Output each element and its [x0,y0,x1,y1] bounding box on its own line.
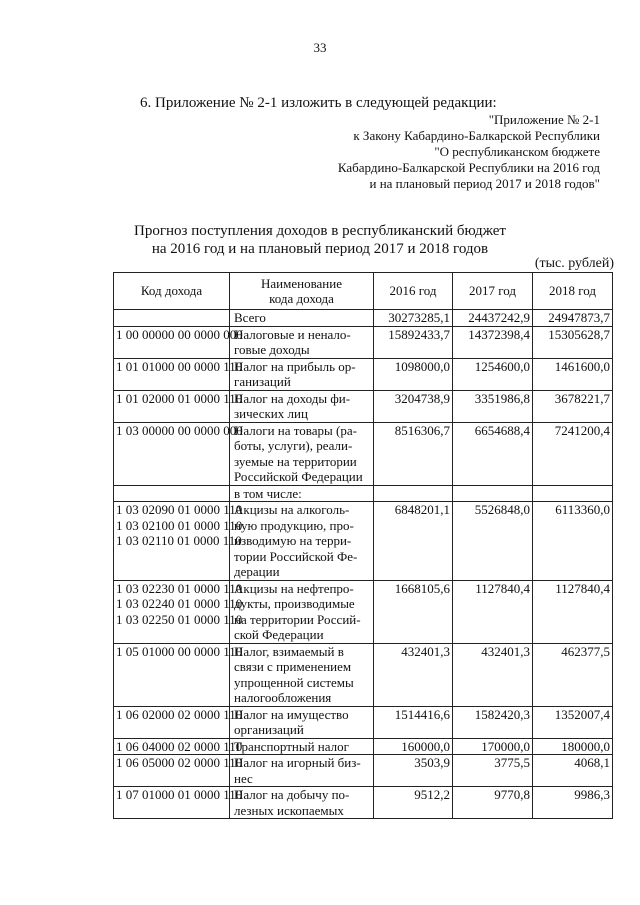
value-2018: 24947873,7 [533,310,613,327]
table-body [114,310,613,819]
income-name-cell [230,326,374,358]
table-row [114,326,613,358]
income-code: 1 06 04000 02 0000 110 [116,738,243,754]
value-2018: 462377,5 [533,643,613,706]
table-row [114,485,613,502]
income-name-line: Налог на игорный биз- [234,755,361,770]
income-name-cell [230,755,374,787]
income-code: 1 03 02100 01 0000 110 [116,517,243,533]
value-2016: 3204738,9 [374,390,453,422]
value-2016: 160000,0 [374,738,453,755]
income-name-line: налогообложения [234,690,332,705]
income-name-cell [230,738,374,755]
table-row [114,310,613,327]
income-code-cell [114,485,230,502]
value-2018 [533,485,613,502]
units-label: (тыс. рублей) [534,256,614,271]
income-name-line: дерации [234,564,280,579]
revenue-table [113,272,613,819]
income-name-line: Налоги на товары (ра- [234,422,357,438]
table-row [114,643,613,706]
value-2016: 1514416,6 [374,706,453,738]
value-2017: 1582420,3 [453,706,533,738]
income-code-cell [114,643,243,706]
income-name-line: изводимую на терри- [234,533,352,548]
amendment-intro: 6. Приложение № 2-1 изложить в следующей редакции: [140,95,497,111]
income-name-cell [230,358,374,390]
table-row [114,787,613,819]
income-name-line: Налоговые и ненало- [234,326,351,342]
income-name-cell [230,502,374,581]
income-name-line: ганизаций [234,374,291,389]
value-2017: 1254600,0 [453,358,533,390]
income-code-cell [114,738,243,755]
income-code: 1 06 02000 02 0000 110 [116,706,243,722]
income-code-cell [114,310,230,327]
income-name-line: Транспортный налог [234,738,349,754]
value-2017: 1127840,4 [453,580,533,643]
header-name [230,273,374,310]
value-2016: 6848201,1 [374,502,453,581]
income-code-cell [114,502,243,581]
income-name-cell [230,310,374,327]
income-name-line: Налог, взимаемый в [234,643,344,659]
value-2017: 5526848,0 [453,502,533,581]
table-row [114,502,613,581]
table-row [114,390,613,422]
value-2017: 24437242,9 [453,310,533,327]
income-name-cell [230,390,374,422]
value-2017 [453,485,533,502]
value-2018: 6113360,0 [533,502,613,581]
income-name-line: ской Федерации [234,627,324,642]
value-2016: 1668105,6 [374,580,453,643]
income-code-cell [114,390,243,422]
header-2016: 2016 год [374,273,453,310]
income-code: 1 03 02090 01 0000 110 [116,502,243,517]
value-2018: 180000,0 [533,738,613,755]
income-name-line: Всего [234,310,266,325]
income-name-line: тории Российской Фе- [234,548,358,564]
header-name-line: кода дохода [269,291,334,306]
income-code: 1 07 01000 01 0000 110 [116,787,243,802]
table-row [114,738,613,755]
header-2017: 2017 год [453,273,533,310]
table-row [114,422,613,485]
title-line-1: Прогноз поступления доходов в республиканский бюджет [134,223,506,239]
value-2018: 7241200,4 [533,422,613,485]
value-2017: 9770,8 [453,787,533,819]
page-number: 33 [313,40,327,55]
value-2018: 1352007,4 [533,706,613,738]
income-name-cell [230,580,374,643]
income-name-line: Налог на имущество [234,706,349,722]
income-name-line: на территории Россий- [234,611,361,627]
table-row [114,358,613,390]
value-2016: 3503,9 [374,755,453,787]
value-2017: 3775,5 [453,755,533,787]
annex-header-line: и на плановый период 2017 и 2018 годов" [369,176,600,191]
income-name-line: лезных ископаемых [234,802,344,818]
value-2016: 1098000,0 [374,358,453,390]
income-code-cell [114,580,243,643]
income-code: 1 01 02000 01 0000 110 [116,390,243,406]
annex-header-line: Кабардино-Балкарской Республики на 2016 год [337,160,600,175]
value-2016: 15892433,7 [374,326,453,358]
income-name-line: дукты, производимые [234,596,355,611]
income-name-line: упрощенной системы [234,674,354,690]
income-name-line: Акцизы на алкоголь- [234,502,350,517]
income-name-cell [230,422,374,485]
income-code: 1 00 00000 00 0000 000 [116,326,243,342]
income-code: 1 03 02240 01 0000 110 [116,596,243,611]
value-2016: 9512,2 [374,787,453,819]
income-name-cell [230,787,374,819]
table-row [114,706,613,738]
value-2018: 1127840,4 [533,580,613,643]
income-name-line: Налог на прибыль ор- [234,358,356,374]
income-name-line: боты, услуги), реали- [234,438,353,453]
value-2018: 9986,3 [533,787,613,819]
value-2016 [374,485,453,502]
income-name-cell [230,485,374,502]
income-name-line: зических лиц [234,406,308,421]
income-code-cell [114,787,243,819]
income-code: 1 03 02230 01 0000 110 [116,580,243,596]
annex-header-line: к Закону Кабардино-Балкарской Республики [353,128,600,143]
table-row [114,755,613,787]
income-name-line: связи с применением [234,659,352,674]
income-code-cell [114,422,243,485]
annex-header-line: "Приложение № 2-1 [488,112,600,127]
income-name-line: Российской Федерации [234,469,363,484]
value-2018: 1461600,0 [533,358,613,390]
value-2018: 3678221,7 [533,390,613,422]
income-code: 1 06 05000 02 0000 110 [116,755,243,770]
header-name-line: Наименование [261,275,342,291]
income-code: 1 03 02110 01 0000 110 [116,533,242,548]
income-name-cell [230,706,374,738]
header-code: Код дохода [114,273,230,310]
value-2016: 432401,3 [374,643,453,706]
income-code: 1 05 01000 00 0000 110 [116,643,243,659]
table-header-row [114,273,613,310]
value-2017: 6654688,4 [453,422,533,485]
value-2016: 8516306,7 [374,422,453,485]
income-name-line: Налог на добычу по- [234,787,350,802]
income-name-line: Налог на доходы фи- [234,390,351,406]
income-code-cell [114,755,243,787]
income-code-cell [114,358,243,390]
income-code: 1 03 02250 01 0000 110 [116,611,243,627]
income-code-cell [114,706,243,738]
income-name-line: в том числе: [234,485,302,501]
income-name-line: нес [234,770,253,786]
document-title [0,222,640,258]
value-2017: 170000,0 [453,738,533,755]
value-2017: 432401,3 [453,643,533,706]
income-code: 1 03 00000 00 0000 000 [116,422,243,438]
income-name-cell [230,643,374,706]
income-name-line: Акцизы на нефтепро- [234,580,354,596]
table-row [114,580,613,643]
income-code-cell [114,326,243,358]
title-line-2: на 2016 год и на плановый период 2017 и 2018 годов [151,241,489,257]
value-2018: 4068,1 [533,755,613,787]
income-code: 1 01 01000 00 0000 110 [116,358,243,374]
value-2018: 15305628,7 [533,326,613,358]
value-2017: 3351986,8 [453,390,533,422]
income-name-line: ную продукцию, про- [234,517,354,533]
header-2018: 2018 год [533,273,613,310]
income-name-line: говые доходы [234,342,310,357]
value-2017: 14372398,4 [453,326,533,358]
annex-header-line: "О республиканском бюджете [434,144,600,159]
income-name-line: зуемые на территории [234,453,357,469]
annex-header [300,112,600,192]
value-2016: 30273285,1 [374,310,453,327]
income-name-line: организаций [234,722,304,737]
